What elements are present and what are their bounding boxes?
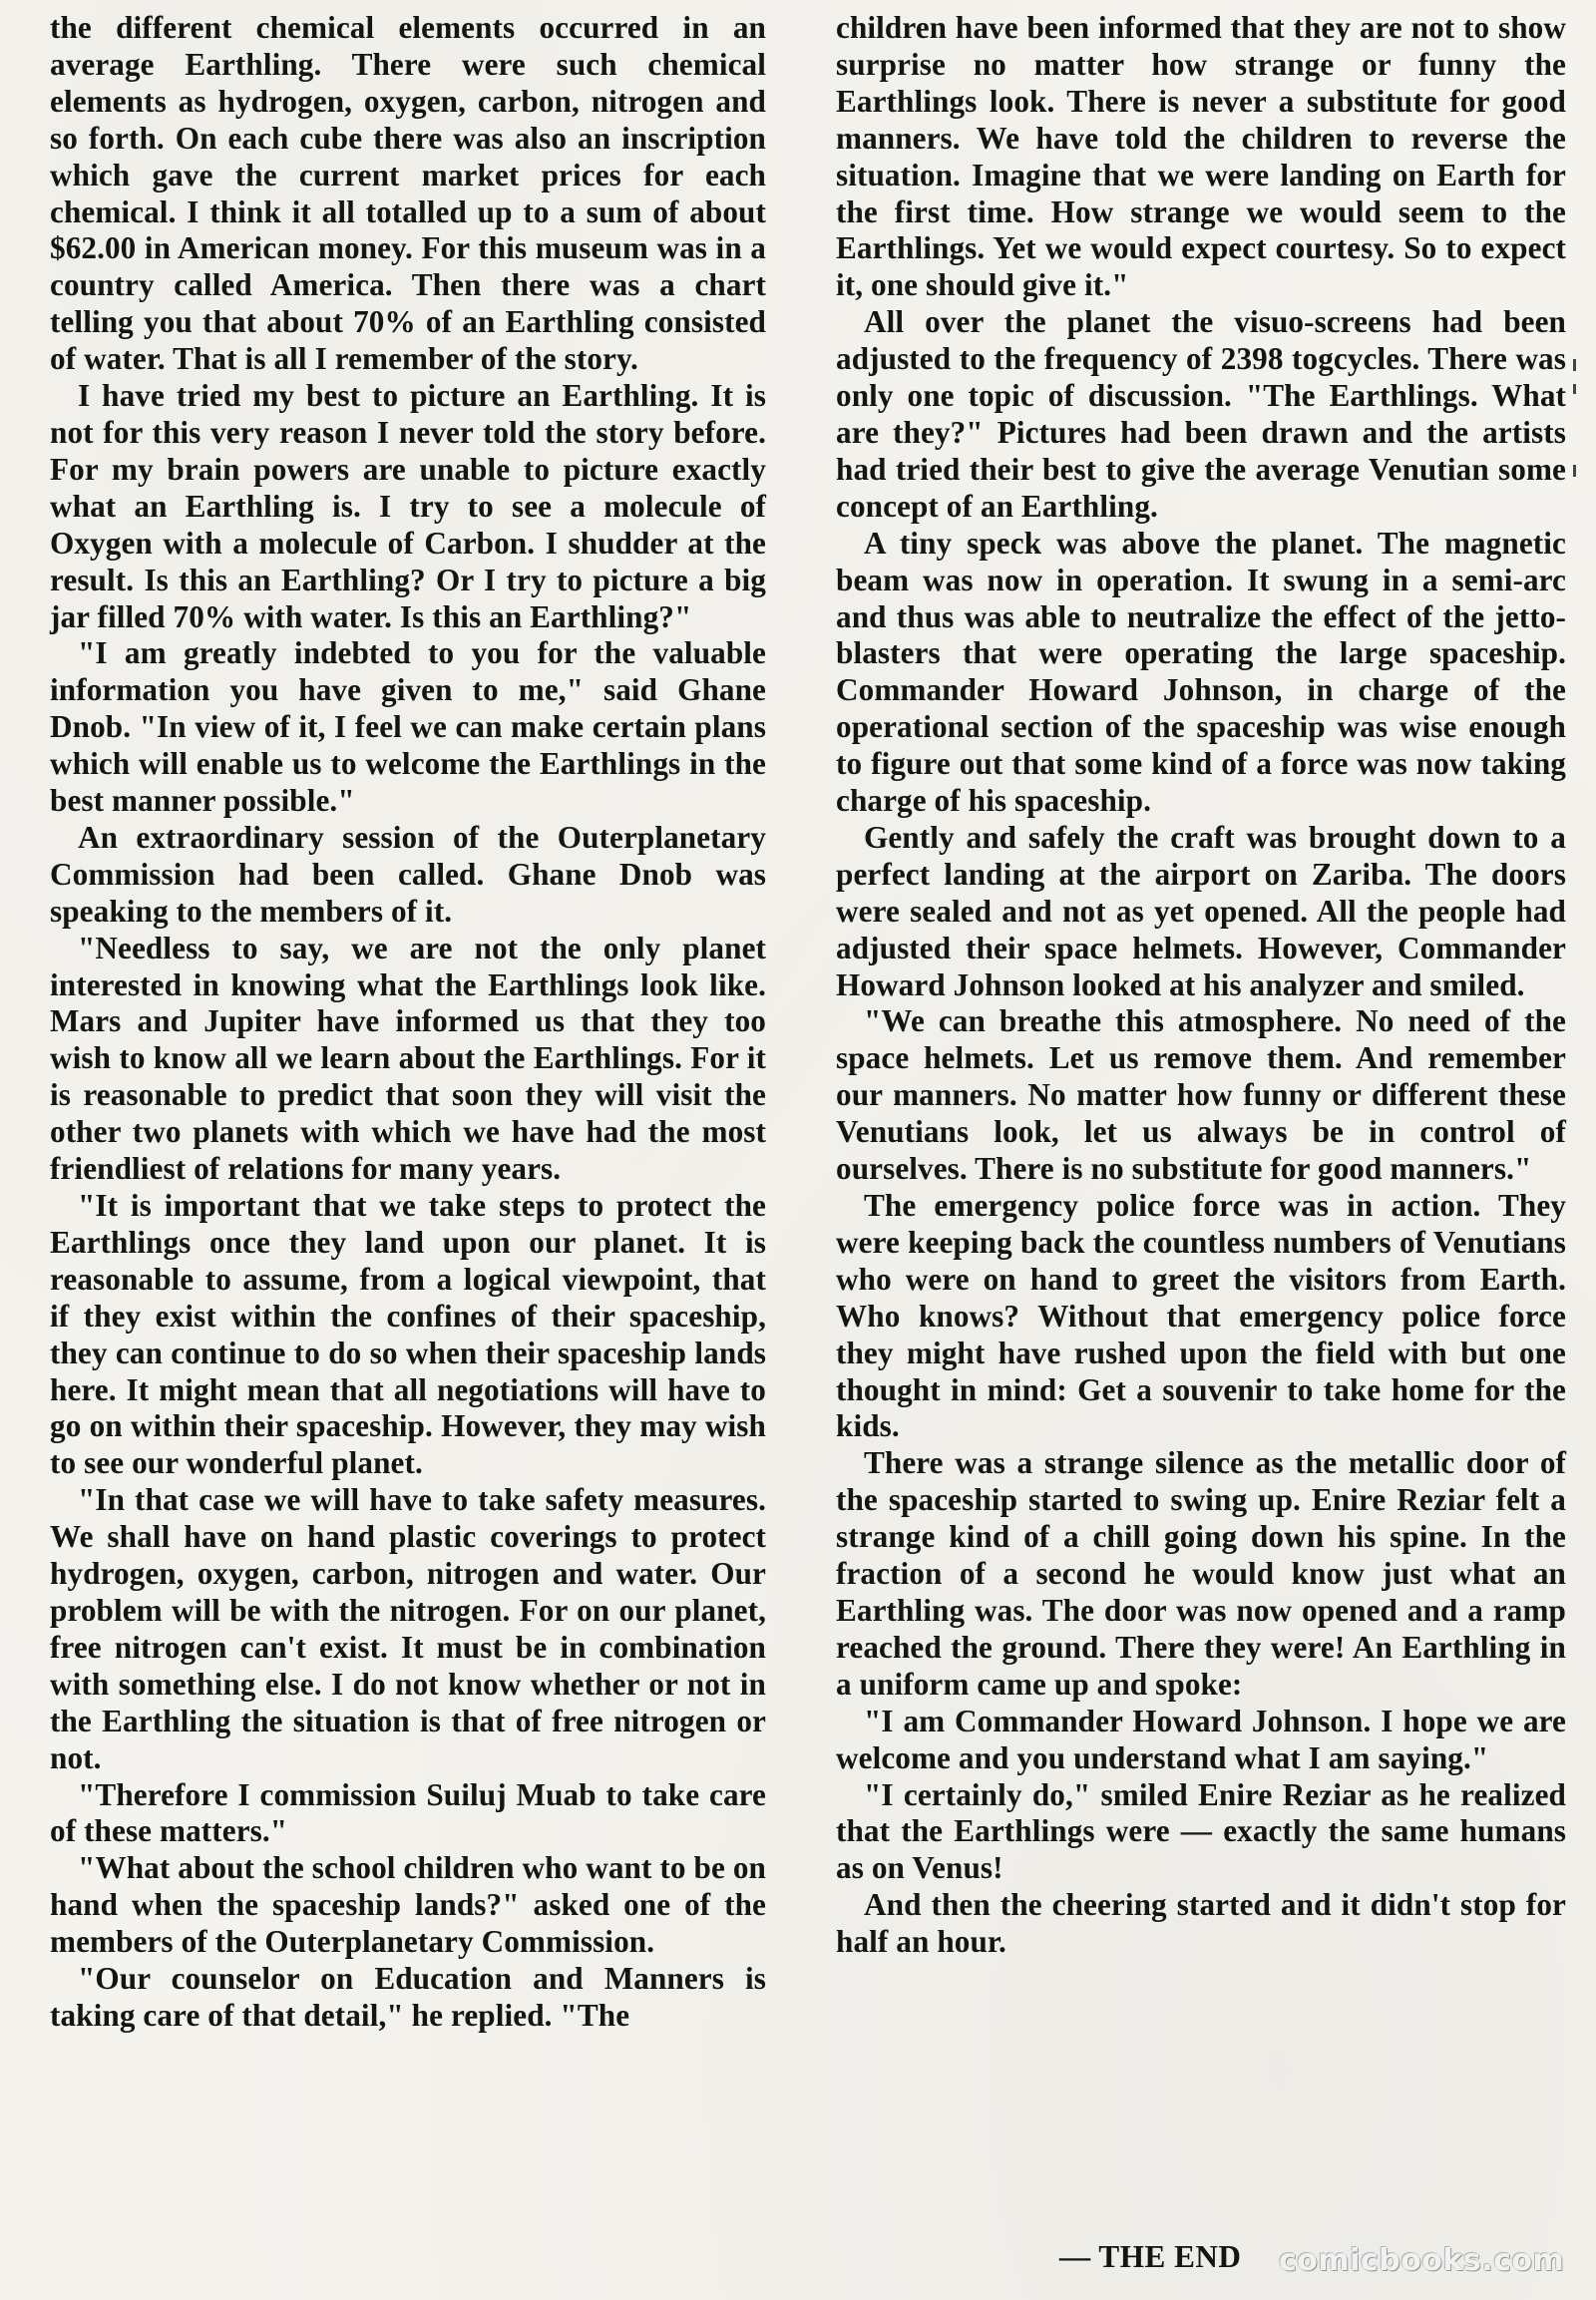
paragraph: Gently and safely the craft was brought down to a perfect landing at the airport on Zariba. The doors were sealed and not as yet opened. All the people had adjusted their space helmets. However, Commander Howard Johnson looked at his analyzer and smiled. (836, 819, 1566, 1002)
scan-artifact (1573, 465, 1576, 477)
paragraph: A tiny speck was above the planet. The magnetic beam was now in operation. It swung in a semi-arc and thus was able to neutralize the effect of the jetto-blasters that were operating the large spaceship. Commander Howard Johnson, in charge of the operational section of the spaceship was wise enough to figure out that some kind of a force was now taking charge of his spaceship. (836, 525, 1566, 819)
text-column-left (50, 10, 766, 2035)
paragraph: "Therefore I commission Suiluj Muab to take care of these matters." (50, 1776, 766, 1849)
paragraph: An extraordinary session of the Outerplanetary Commission had been called. Ghane Dnob was speaking to the members of it. (50, 819, 766, 929)
paragraph: All over the planet the visuo-screens had been adjusted to the frequency of 2398 togcycles. There was only one topic of discussion. "The Earthlings. What are they?" Pictures had been drawn and the artists had tried their best to give the average Venutian some concept of an Earthling. (836, 304, 1566, 524)
paragraph: children have been informed that they are not to show surprise no matter how strange or funny the Earthlings look. There is never a substitute for good manners. We have told the children to reverse the situation. Imagine that we were landing on Earth for the first time. How strange we would seem to the Earthlings. Yet we would expect courtesy. So to expect it, one should give it." (836, 10, 1566, 303)
scan-artifact (1573, 384, 1576, 394)
paragraph: I have tried my best to picture an Earthling. It is not for this very reason I never told the story before. For my brain powers are unable to picture exactly what an Earthling is. I try to see a molecule of Oxygen with a molecule of Carbon. I shudder at the result. Is this an Earthling? Or I try to picture a big jar filled 70% with water. Is this an Earthling?" (50, 378, 766, 634)
text-column-right (836, 10, 1566, 1961)
paragraph: "I am greatly indebted to you for the valuable information you have given to me," said Ghane Dnob. "In view of it, I feel we can make certain plans which will enable us to welcome the Earthlings in the best manner possible." (50, 635, 766, 819)
paragraph: "Needless to say, we are not the only planet interested in knowing what the Earthlings look like. Mars and Jupiter have informed us that they too wish to know all we learn about the Earthlings. For it is reasonable to predict that soon they will visit the other two planets with which we have had the most friendliest of relations for many years. (50, 930, 766, 1187)
the-end-label: — THE END (1059, 2239, 1242, 2274)
paragraph: The emergency police force was in action. They were keeping back the countless numbers of Venutians who were on hand to greet the visitors from Earth. Who knows? Without that emergency police force they might have rushed upon the field with but one thought in mind: Get a souvenir to take home for the kids. (836, 1188, 1566, 1444)
paragraph: "What about the school children who want to be on hand when the spaceship lands?" asked one of the members of the Outerplanetary Commission. (50, 1850, 766, 1960)
paragraph: the different chemical elements occurred in an average Earthling. There were such chemical elements as hydrogen, oxygen, carbon, nitrogen and so forth. On each cube there was also an inscription which gave the current market prices for each chemical. I think it all totalled up to a sum of about $62.00 in American money. For this museum was in a country called America. Then there was a chart telling you that about 70% of an Earthling consisted of water. That is all I remember of the story. (50, 10, 766, 377)
paragraph: "It is important that we take steps to protect the Earthlings once they land upon our planet. It is reasonable to assume, from a logical viewpoint, that if they exist within the confines of their spaceship, they can continue to do so when their spaceship lands here. It might mean that all negotiations will have to go on within their spaceship. However, they may wish to see our wonderful planet. (50, 1188, 766, 1481)
paragraph: "We can breathe this atmosphere. No need of the space helmets. Let us remove them. And remember our manners. No matter how funny or different these Venutians look, let us always be in control of ourselves. There is no substitute for good manners." (836, 1003, 1566, 1187)
paragraph: "I certainly do," smiled Enire Reziar as he realized that the Earthlings were — exactly the same humans as on Venus! (836, 1776, 1566, 1886)
paragraph: "I am Commander Howard Johnson. I hope we are welcome and you understand what I am saying." (836, 1703, 1566, 1775)
paragraph: "Our counselor on Education and Manners is taking care of that detail," he replied. "The (50, 1961, 766, 2033)
scan-artifact (1573, 359, 1576, 371)
paragraph: "In that case we will have to take safety measures. We shall have on hand plastic coverings to protect hydrogen, oxygen, carbon, nitrogen and water. Our problem will be with the nitrogen. For on our planet, free nitrogen can't exist. It must be in combination with something else. I do not know whether or not in the Earthling the situation is that of free nitrogen or not. (50, 1482, 766, 1775)
paragraph: And then the cheering started and it didn't stop for half an hour. (836, 1887, 1566, 1960)
site-watermark: comicbooks.com (1279, 2243, 1565, 2278)
paragraph: There was a strange silence as the metallic door of the spaceship started to swing up. Enire Reziar felt a strange kind of a chill going down his spine. In the fraction of a second he would know just what an Earthling was. The door was now opened and a ramp reached the ground. There they were! An Earthling in a uniform came up and spoke: (836, 1445, 1566, 1702)
